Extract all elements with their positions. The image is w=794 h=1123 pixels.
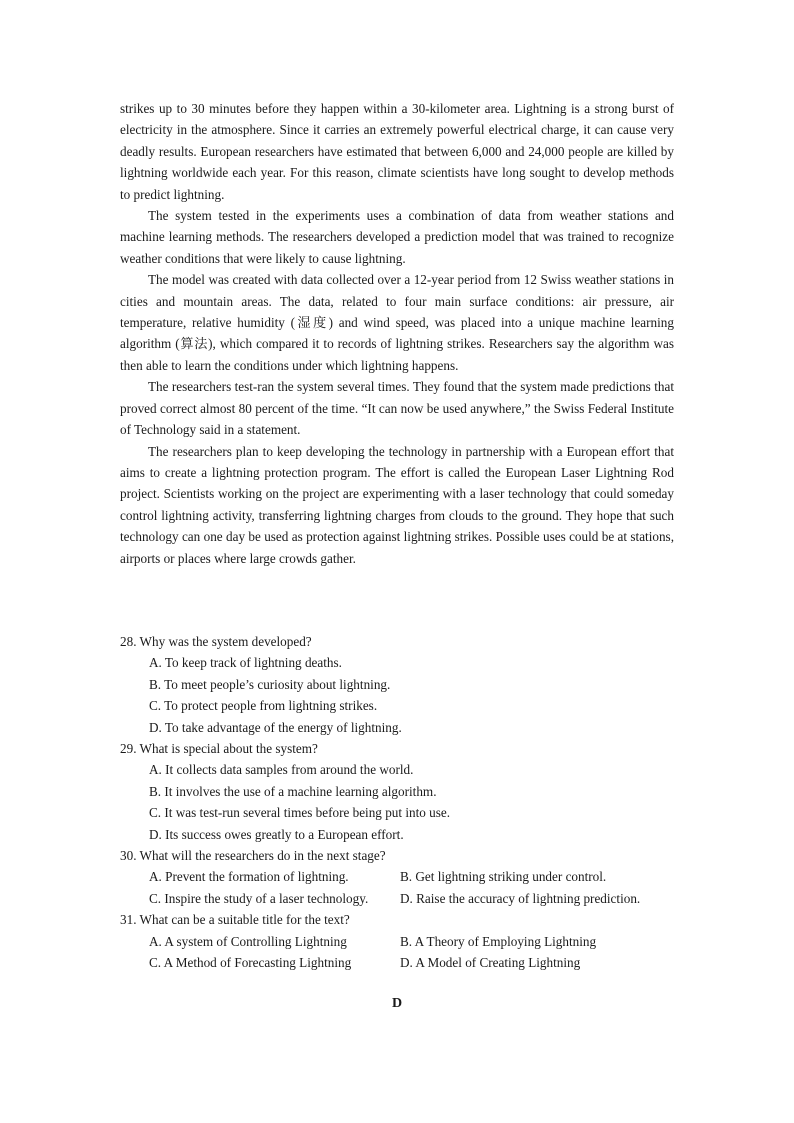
option-row — [149, 952, 680, 973]
passage-paragraph-5: The researchers plan to keep developing the technology in partnership with a European effort that aims to create a lightning protection program. The effort is called the European Laser Lightning Rod project. Scientists working on the project are experimenting with a laser technology that could someday control lightning activity, transferring lightning charges from clouds to the ground. They hope that such technology can one day be used as protection against lightning strikes. Possible uses could be at stations, airports or places where large crowds gather. — [120, 443, 674, 566]
option-row — [149, 866, 680, 887]
question-30 — [120, 845, 680, 909]
option-c: C. It was test-run several times before being put into use. — [149, 805, 451, 821]
question-stem: 28. Why was the system developed? — [120, 634, 312, 649]
passage-paragraph-1: strikes up to 30 minutes before they happen within a 30-kilometer area. Lightning is a strong burst of electricity in the atmosphere. Since it carries an extremely powerful electrical charge, it can cause very deadly results. European researchers have estimated that between 6,000 and 24,000 people are killed by lightning worldwide each year. For this reason, climate scientists have long sought to develop methods to predict lightning. — [120, 101, 674, 202]
question-stem: 30. What will the researchers do in the next stage? — [120, 848, 386, 864]
option-a: A. Prevent the formation of lightning. — [149, 869, 349, 885]
option-a: A. It collects data samples from around the world. — [149, 762, 414, 778]
option-row — [149, 888, 680, 909]
option-a: A. To keep track of lightning deaths. — [149, 655, 342, 671]
passage-paragraph-2: The system tested in the experiments uses a combination of data from weather stations and machine learning methods. The researchers developed a prediction model that was trained to recognize weather conditions that were likely to cause lightning. — [120, 208, 674, 266]
passage-paragraph-4: The researchers test-ran the system several times. They found that the system made predictions that proved correct almost 80 percent of the time. “It can now be used anywhere,” the Swiss Federal Institute of Technology said in a statement. — [120, 379, 674, 438]
reading-passage — [120, 98, 674, 569]
question-31 — [120, 909, 680, 973]
question-28 — [120, 631, 680, 738]
option-a: A. A system of Controlling Lightning — [149, 933, 347, 949]
option-c: C. To protect people from lightning strikes. — [149, 698, 378, 714]
option-b: B. A Theory of Employing Lightning — [400, 933, 597, 949]
question-stem: 31. What can be a suitable title for the text? — [120, 912, 350, 928]
option-d: D. Raise the accuracy of lightning prediction. — [400, 890, 641, 906]
option-c: C. A Method of Forecasting Lightning — [149, 955, 352, 971]
option-row — [149, 931, 680, 952]
option-b: B. To meet people’s curiosity about lightning. — [149, 676, 391, 692]
option-b: B. Get lightning striking under control. — [400, 869, 607, 885]
question-29 — [120, 738, 680, 845]
option-c: C. Inspire the study of a laser technology. — [149, 890, 369, 906]
option-d: D. To take advantage of the energy of lightning. — [149, 719, 402, 735]
option-d: D. Its success owes greatly to a European effort. — [149, 826, 404, 842]
passage-paragraph-3: The model was created with data collected over a 12-year period from 12 Swiss weather stations in cities and mountain areas. The data, related to four main surface conditions: air pressure, air temperature, relative humidity (湿度) and wind speed, was placed into a unique machine learning algorithm (算法), which compared it to records of lightning strikes. Researchers say the algorithm was then able to learn the conditions under which lightning happens. — [120, 272, 674, 373]
option-b: B. It involves the use of a machine learning algorithm. — [149, 783, 437, 799]
section-heading: D — [391, 996, 403, 1011]
option-d: D. A Model of Creating Lightning — [400, 955, 581, 971]
question-list — [120, 631, 680, 974]
question-stem: 29. What is special about the system? — [120, 741, 318, 757]
